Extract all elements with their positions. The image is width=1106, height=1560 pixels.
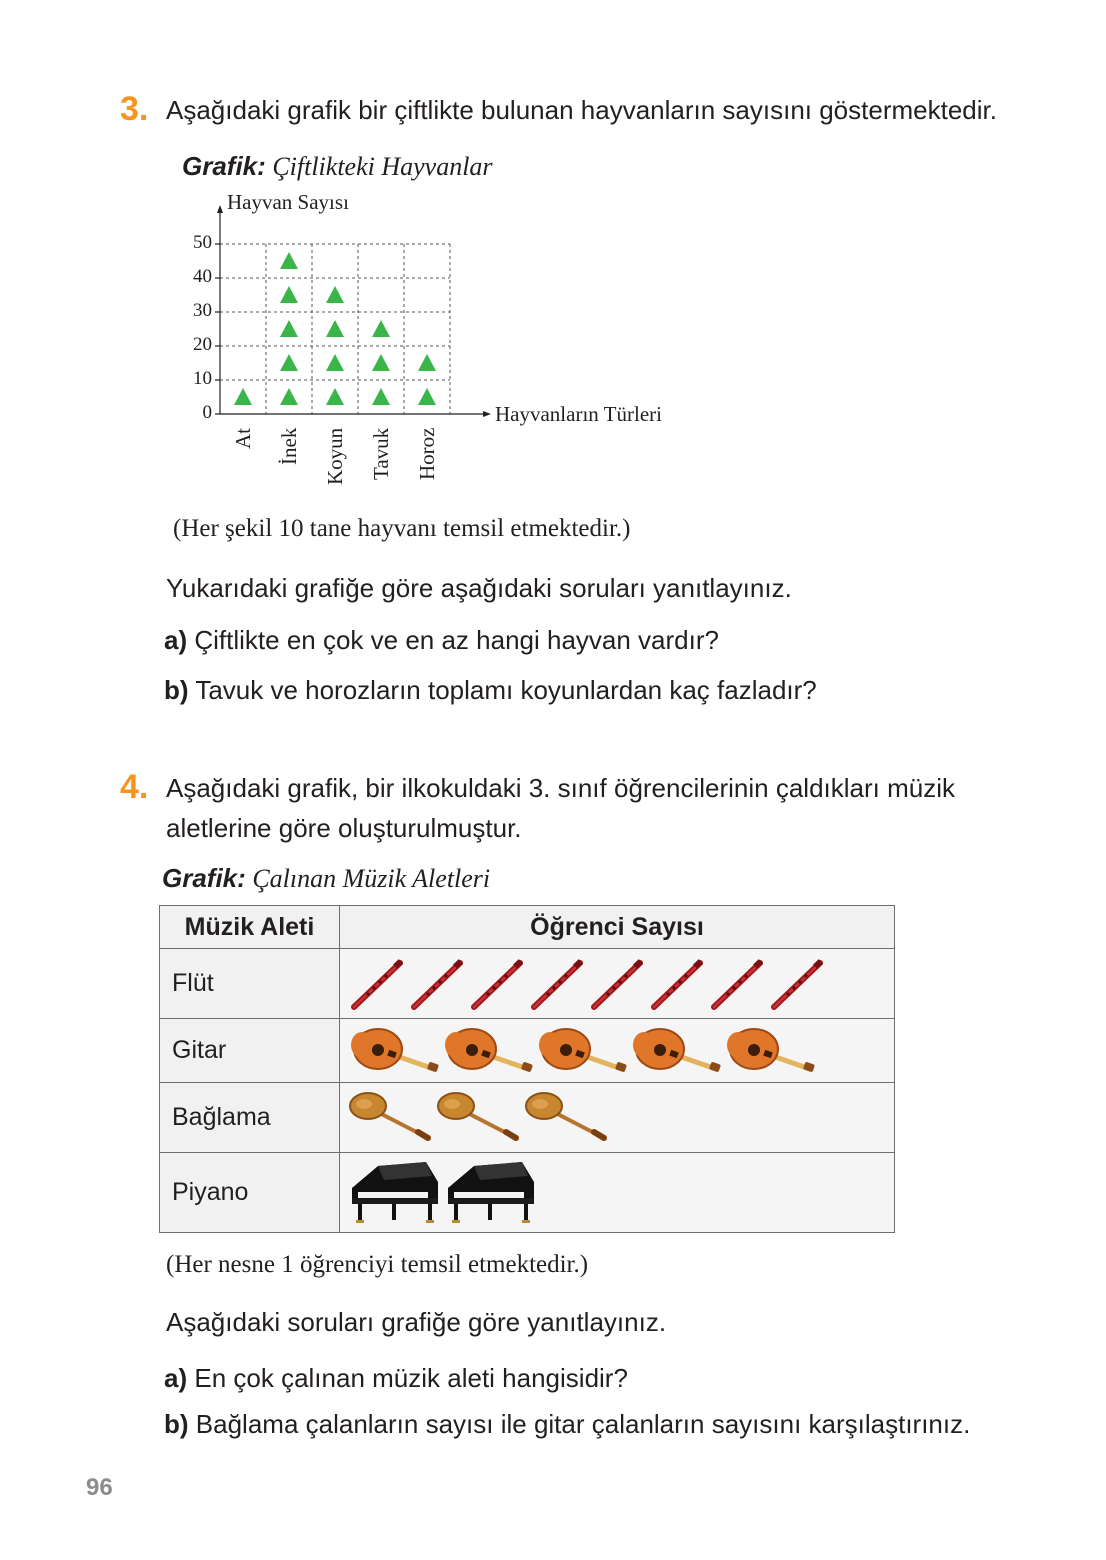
- flute-icon: [768, 974, 828, 991]
- row-label-piano: Piyano: [160, 1153, 340, 1233]
- graph-4-title-text: Çalınan Müzik Aletleri: [252, 864, 491, 893]
- row-label-baglama: Bağlama: [160, 1083, 340, 1153]
- triangle-marker: [372, 320, 390, 337]
- question-3-instruction: Yukarıdaki grafiğe göre aşağıdaki soruları yanıtlayınız.: [166, 573, 792, 603]
- question-3a-label: a): [164, 625, 188, 655]
- baglama-icon: [524, 1108, 612, 1125]
- triangle-marker: [280, 320, 298, 337]
- guitar-icon: [630, 1041, 724, 1058]
- table-row: [160, 1019, 895, 1083]
- table-row: [160, 949, 895, 1019]
- triangle-marker: [280, 354, 298, 371]
- question-3-number: 3.: [120, 90, 149, 128]
- flute-icon: [708, 974, 768, 991]
- graph-4-note: (Her nesne 1 öğrenciyi temsil etmektedir.): [166, 1251, 589, 1278]
- baglama-icon: [436, 1108, 524, 1125]
- flute-icon: [468, 974, 528, 991]
- question-4a: [164, 1358, 628, 1398]
- row-label-guitar: Gitar: [160, 1019, 340, 1083]
- row-label-flute: Flüt: [160, 949, 340, 1019]
- question-4b-label: b): [164, 1409, 189, 1439]
- baglama-icon: [348, 1108, 436, 1125]
- page-number: 96: [86, 1474, 113, 1501]
- y-tick-label: 50: [193, 232, 212, 253]
- row-icons-guitar: [340, 1019, 895, 1083]
- category-label: Tavuk: [369, 428, 393, 481]
- category-label: Horoz: [415, 428, 439, 481]
- graph-3-label: Grafik:: [182, 151, 266, 181]
- y-tick-label: 20: [193, 334, 212, 355]
- y-tick-label: 0: [202, 402, 212, 423]
- table-row: [160, 1153, 895, 1233]
- triangle-marker: [372, 388, 390, 405]
- flute-icon: [348, 974, 408, 991]
- triangle-marker: [326, 286, 344, 303]
- question-3a: [164, 620, 719, 660]
- triangle-marker: [418, 388, 436, 405]
- question-4a-label: a): [164, 1363, 188, 1393]
- column-header-student-count: Öğrenci Sayısı: [340, 906, 895, 949]
- guitar-icon: [348, 1041, 442, 1058]
- triangle-marker: [326, 320, 344, 337]
- y-tick-label: 10: [193, 368, 212, 389]
- row-icons-flute: [340, 949, 895, 1019]
- graph-3-title-text: Çiftlikteki Hayvanlar: [272, 152, 493, 181]
- question-3-text: Aşağıdaki grafik bir çiftlikte bulunan hayvanların sayısını göstermektedir.: [166, 95, 997, 125]
- graph-4-title: [162, 862, 490, 895]
- y-tick-label: 40: [193, 266, 212, 287]
- guitar-icon: [442, 1041, 536, 1058]
- x-axis-arrow: [483, 411, 491, 417]
- row-icons-baglama: [340, 1083, 895, 1153]
- guitar-icon: [724, 1041, 818, 1058]
- question-3b: [164, 670, 817, 710]
- y-tick-label: 30: [193, 300, 212, 321]
- question-4b: [164, 1404, 970, 1444]
- flute-icon: [528, 974, 588, 991]
- question-3b-text: Tavuk ve horozların toplamı koyunlardan kaç fazladır?: [195, 675, 817, 705]
- question-4b-text: Bağlama çalanların sayısı ile gitar çalanların sayısını karşılaştırınız.: [195, 1409, 971, 1439]
- flute-icon: [648, 974, 708, 991]
- question-4-number: 4.: [120, 768, 149, 806]
- piano-icon: [444, 1183, 540, 1200]
- question-3a-text: Çiftlikte en çok ve en az hangi hayvan vardır?: [194, 625, 719, 655]
- triangle-marker: [234, 388, 252, 405]
- guitar-icon: [536, 1041, 630, 1058]
- category-label: İnek: [277, 428, 301, 466]
- question-4a-text: En çok çalınan müzik aleti hangisidir?: [194, 1363, 628, 1393]
- question-3b-label: b): [164, 675, 189, 705]
- graph-4-label: Grafik:: [162, 863, 246, 893]
- flute-icon: [408, 974, 468, 991]
- x-axis-label: Hayvanların Türleri: [495, 402, 662, 426]
- triangle-marker: [326, 354, 344, 371]
- column-header-instrument: Müzik Aleti: [160, 906, 340, 949]
- category-label: At: [231, 428, 255, 449]
- question-4-instruction: Aşağıdaki soruları grafiğe göre yanıtlayınız.: [166, 1307, 667, 1337]
- instrument-pictograph-table: [159, 905, 895, 1233]
- chart-marks: [234, 252, 436, 405]
- row-icons-piano: [340, 1153, 895, 1233]
- question-4-text-line1: Aşağıdaki grafik, bir ilkokuldaki 3. sınıf öğrencilerinin çaldıkları müzik: [166, 773, 956, 803]
- triangle-marker: [418, 354, 436, 371]
- piano-icon: [348, 1183, 444, 1200]
- triangle-marker: [280, 286, 298, 303]
- triangle-marker: [326, 388, 344, 405]
- graph-3-title: [182, 150, 493, 183]
- triangle-marker: [372, 354, 390, 371]
- table-header-row: [160, 906, 895, 949]
- triangle-marker: [280, 252, 298, 269]
- table-row: [160, 1083, 895, 1153]
- y-axis-label: Hayvan Sayısı: [227, 190, 349, 214]
- question-4-text-line2: aletlerine göre oluşturulmuştur.: [166, 813, 522, 843]
- triangle-marker: [280, 388, 298, 405]
- category-label: Koyun: [323, 428, 347, 486]
- graph-3-note: (Her şekil 10 tane hayvanı temsil etmektedir.): [173, 515, 631, 542]
- y-axis-arrow: [217, 205, 223, 213]
- flute-icon: [588, 974, 648, 991]
